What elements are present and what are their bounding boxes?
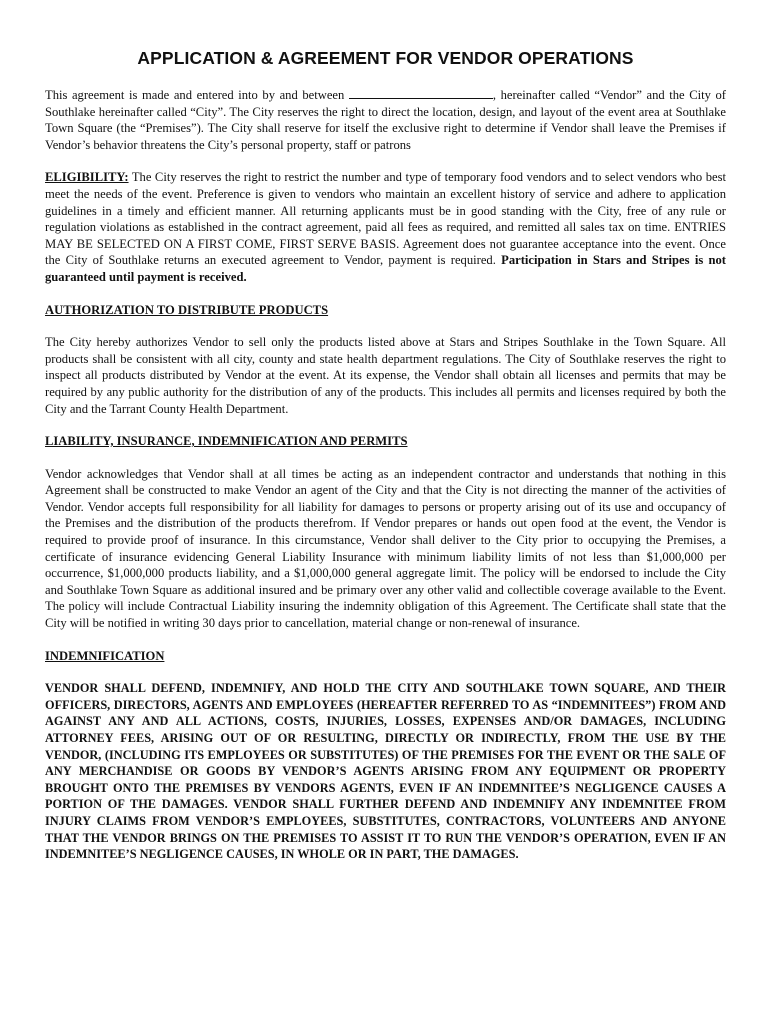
eligibility-heading: ELIGIBILITY: bbox=[45, 170, 129, 185]
intro-paragraph bbox=[45, 87, 726, 153]
eligibility-payment-notice: Participation in Stars and Stripes is not guaranteed until payment is received. bbox=[45, 253, 726, 284]
liability-paragraph: Vendor acknowledges that Vendor shall at all times be acting as an independent contractor and understands that nothing in this Agreement shall be constructed to make Vendor an agent of the City and that the City is not directing the manner of the activities of Vendor. Vendor accepts full responsibility for all liability for damages to persons or property arising out of its use and occupancy of the Premises and the distribution of the products therefrom. If Vendor prepares or hands out open food at the event, the Vendor is required to provide proof of insurance. In this circumstance, Vendor shall deliver to the City prior to occupying the Premises, a certificate of insurance evidencing General Liability Insurance with minimum liability limits of not less than $1,000,000 per occurrence, $1,000,000 products liability, and a $1,000,000 general aggregate limit. The policy will be endorsed to include the City and Southlake Town Square as additional insured and be primary over any other valid and collectible coverage available to the Event. The policy will include Contractual Liability insuring the indemnity obligation of this Agreement. The Certificate shall state that the City will be notified in writing 30 days prior to cancellation, material change or non-renewal of insurance. bbox=[45, 466, 726, 631]
eligibility-body: The City reserves the right to restrict the number and type of temporary food vendors and to select vendors who best meet the needs of the event. Preference is given to vendors who maintain an excellent history of service and adhere to application guidelines in a timely and efficient manner. All returning applicants must be in good standing with the City, free of any rule or regulation violations as established in the contract agreement, paid all fees as required, and remitted all sales tax on time. ENTRIES MAY BE SELECTED ON A FIRST COME, FIRST SERVE BASIS. Agreement does not guarantee acceptance into the event. Once the City of Southlake returns an executed agreement to Vendor, payment is required. bbox=[45, 170, 726, 268]
document-title: APPLICATION & AGREEMENT FOR VENDOR OPERATIONS bbox=[137, 48, 634, 68]
liability-heading: LIABILITY, INSURANCE, INDEMNIFICATION AND PERMITS bbox=[45, 434, 408, 449]
authorization-paragraph: The City hereby authorizes Vendor to sell only the products listed above at Stars and Stripes Southlake in the Town Square. All products shall be consistent with all city, county and state health department regulations. The City of Southlake reserves the right to inspect all products distributed by Vendor at the event. At its expense, the Vendor shall obtain all licenses and permits that may be required by any public authority for the distribution of any of the products. This includes all permits and licenses required by both the City and the Tarrant County Health Department. bbox=[45, 335, 726, 416]
indemnification-paragraph: VENDOR SHALL DEFEND, INDEMNIFY, AND HOLD THE CITY AND SOUTHLAKE TOWN SQUARE, AND THEIR OFFICERS, DIRECTORS, AGENTS AND EMPLOYEES (HEREAFTER REFERRED TO AS “INDEMNITEES”) FROM AND AGAINST ANY AND ALL ACTIONS, COSTS, INJURIES, LOSSES, EXPENSES AND/OR DAMAGES, INCLUDING ATTORNEY FEES, ARISING OUT OF OR RESULTING, DIRECTLY OR INDIRECTLY, FROM THE USE BY THE VENDOR, (INCLUDING ITS EMPLOYEES OR SUBSTITUTES) OF THE PREMISES FOR THE EVENT OR THE SALE OF ANY MERCHANDISE OR GOODS BY VENDOR’S AGENTS ARISING FROM ANY EQUIPMENT OR PROPERTY BROUGHT ONTO THE PREMISES BY VENDORS AGENTS, EVEN IF AN INDEMNITEE’S NEGLIGENCE CAUSES A PORTION OF THE DAMAGES. VENDOR SHALL FURTHER DEFEND AND INDEMNIFY ANY INDEMNITEE FROM INJURY CLAIMS FROM VENDOR’S EMPLOYEES, SUBSTITUTES, CONTRACTORS, VOLUNTEERS AND ANYONE THAT THE VENDOR BRINGS ON THE PREMISES TO ASSIST IT TO RUN THE VENDOR’S OPERATION, EVEN IF AN INDEMNITEE’S NEGLIGENCE CAUSES, IN WHOLE OR IN PART, THE DAMAGES. bbox=[45, 681, 726, 862]
intro-text-after-blank: , hereinafter called “Vendor” and the City of Southlake hereinafter called “City”. The City reserves the right to direct the location, design, and layout of the event area at Southlake Town Square (the “Premises”). The City shall reserve for itself the exclusive right to determine if Vendor shall leave the Premises if Vendor’s behavior threatens the City’s personal property, staff or patrons bbox=[45, 88, 726, 152]
eligibility-paragraph bbox=[45, 169, 726, 285]
vendor-name-blank[interactable] bbox=[349, 87, 493, 99]
indemnification-heading: INDEMNIFICATION bbox=[45, 648, 165, 663]
authorization-heading: AUTHORIZATION TO DISTRIBUTE PRODUCTS bbox=[45, 302, 329, 317]
intro-text-before-blank: This agreement is made and entered into by and between bbox=[45, 88, 349, 102]
